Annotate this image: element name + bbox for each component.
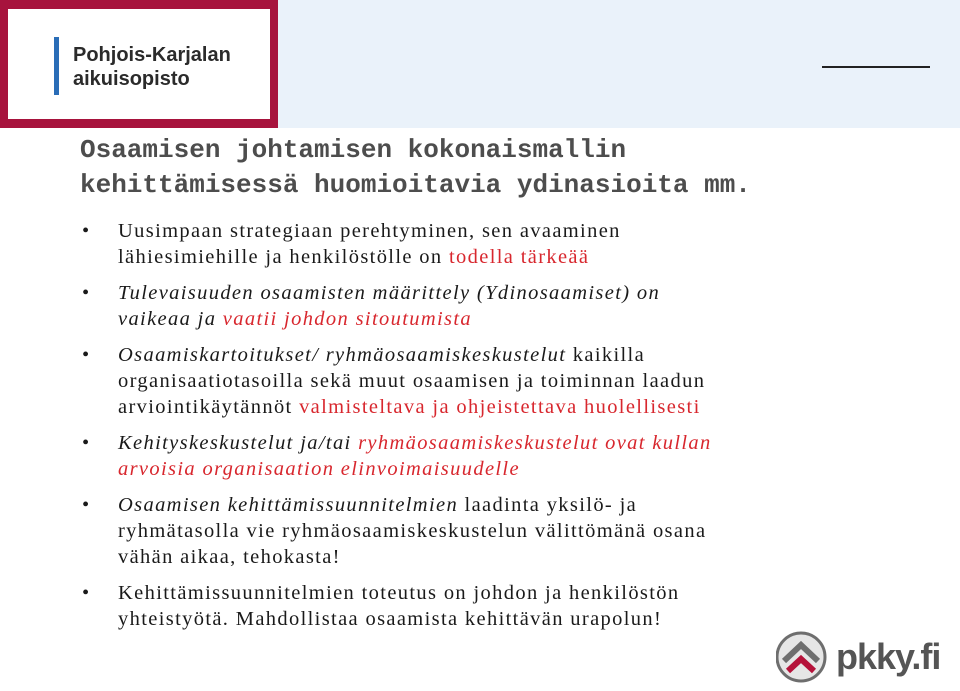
bullet-2-line-1: Tulevaisuuden osaamisten määrittely (Ydinosaamiset) on: [118, 282, 661, 304]
bullet-3-line-1-rest: kaikilla: [566, 344, 646, 366]
bullet-3-italic: Osaamiskartoitukset/ ryhmäosaamiskeskustelut: [118, 344, 567, 366]
bullet-3-emphasis: valmisteltava ja ohjeistettava huolellisesti: [299, 396, 701, 418]
bullet-1-emphasis: todella tärkeää: [449, 246, 590, 268]
bullet-2-emphasis: vaatii johdon sitoutumista: [222, 308, 473, 330]
bullet-item-4: [80, 430, 950, 482]
bullet-item-3: [80, 342, 950, 420]
title-line-2: kehittämisessä huomioitavia ydinasioita mm.: [80, 170, 751, 200]
title-line-1: Osaamisen johtamisen kokonaismallin: [80, 135, 627, 165]
logo-line-2: aikuisopisto: [73, 68, 190, 90]
bullet-5-italic: Osaamisen kehittämissuunnitelmien: [118, 494, 459, 516]
bullet-item-5: [80, 492, 950, 570]
bullet-3-line-2: organisaatiotasoilla sekä muut osaamisen ja toiminnan laadun: [118, 370, 706, 392]
bullet-dot: •: [82, 494, 91, 516]
bullet-dot: •: [82, 344, 91, 366]
bullet-dot: •: [82, 282, 91, 304]
logo-frame: [0, 0, 278, 128]
bullet-item-2: [80, 280, 950, 332]
bullet-dot: •: [82, 432, 91, 454]
bullet-6-line-2: yhteistyötä. Mahdollistaa osaamista kehittävän urapolun!: [118, 608, 663, 630]
logo-line-1: Pohjois-Karjalan: [73, 44, 231, 66]
bullet-5-line-1-rest: laadinta yksilö- ja: [458, 494, 638, 516]
bullet-5-line-2: ryhmätasolla vie ryhmäosaamiskeskustelun välittömänä osana: [118, 520, 707, 542]
bullet-dot: •: [82, 582, 91, 604]
bullet-list: [80, 218, 950, 642]
logo-accent-bar: [54, 37, 59, 95]
bullet-5-line-3: vähän aikaa, tehokasta!: [118, 546, 341, 568]
footer-logo-text: pkky.fi: [836, 636, 941, 677]
bullet-dot: •: [82, 220, 91, 242]
organization-logo: [73, 43, 231, 91]
bullet-1-line-2: lähiesimiehille ja henkilöstölle on: [118, 246, 449, 268]
decorative-line: [822, 66, 930, 68]
slide-title: [80, 133, 751, 203]
bullet-4-line-1: Kehityskeskustelut ja/tai: [118, 432, 359, 454]
bullet-3-line-3: arviointikäytännöt: [118, 396, 300, 418]
bullet-item-1: [80, 218, 950, 270]
logo-panel: [8, 9, 270, 119]
bullet-2-line-2: vaikeaa ja: [118, 308, 223, 330]
bullet-4-emphasis: ryhmäosaamiskeskustelut ovat kullan: [358, 432, 712, 454]
bullet-4-line-2: arvoisia organisaation elinvoimaisuudelle: [118, 458, 520, 480]
bullet-6-line-1: Kehittämissuunnitelmien toteutus on johdon ja henkilöstön: [118, 582, 680, 604]
bullet-1-line-1: Uusimpaan strategiaan perehtyminen, sen avaaminen: [118, 220, 621, 242]
bullet-item-6: [80, 580, 950, 632]
